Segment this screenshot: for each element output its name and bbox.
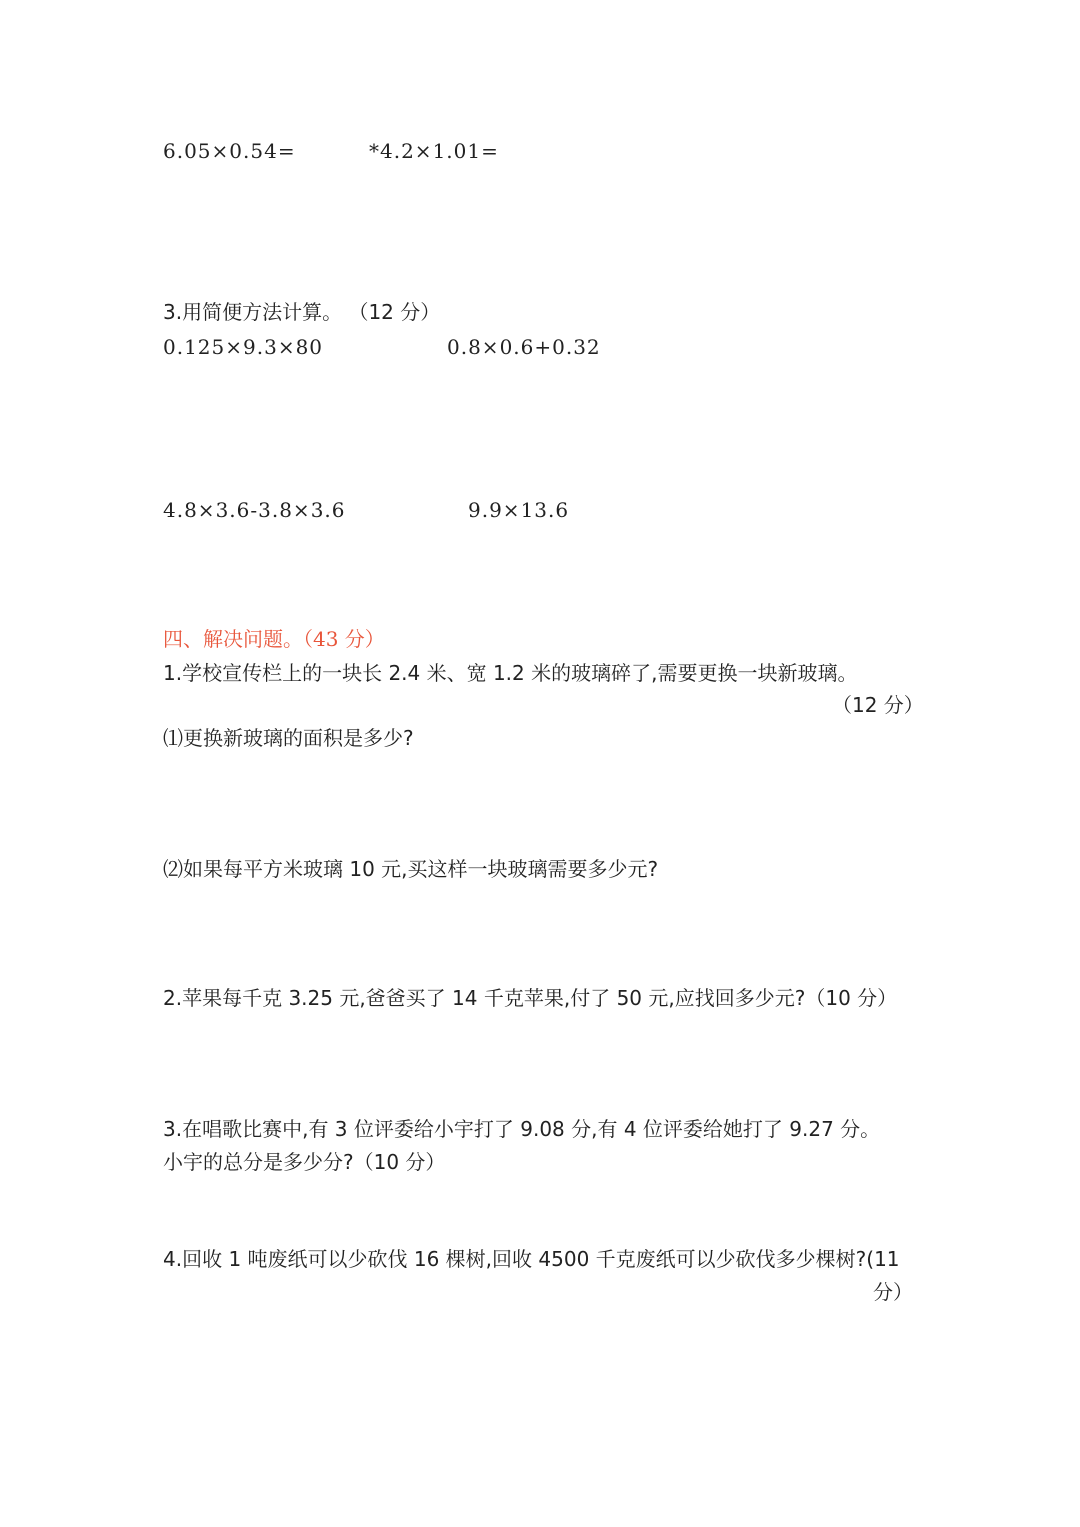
q2-text: 2.苹果每千克 3.25 元,爸爸买了 14 千克苹果,付了 50 元,应找回多少元?（10 分） [163,986,898,1010]
section3-expr-2: 0.8×0.6+0.32 [447,335,601,359]
q4-line2: 分） [873,1280,913,1304]
section3-expr-3: 4.8×3.6-3.8×3.6 [163,498,346,522]
q3-line2: 小宇的总分是多少分?（10 分） [163,1150,446,1174]
q1-text: 1.学校宣传栏上的一块长 2.4 米、宽 1.2 米的玻璃碎了,需要更换一块新玻璃。 [163,661,858,685]
q1-sub2: ⑵如果每平方米玻璃 10 元,买这样一块玻璃需要多少元? [163,857,659,881]
q1-score: （12 分） [832,693,924,717]
q4-line1: 4.回收 1 吨废纸可以少砍伐 16 棵树,回收 4500 千克废纸可以少砍伐多少棵树?(11 [163,1247,900,1271]
section3-expr-4: 9.9×13.6 [468,498,570,522]
calc-top-right: *4.2×1.01= [369,139,499,163]
section3-expr-1: 0.125×9.3×80 [163,335,324,359]
q3-line1: 3.在唱歌比赛中,有 3 位评委给小宇打了 9.08 分,有 4 位评委给她打了 9.27 分。 [163,1117,881,1141]
q1-sub1: ⑴更换新玻璃的面积是多少? [163,726,414,750]
section3-title: 3.用简便方法计算。 （12 分） [163,300,441,324]
section4-heading: 四、解决问题。（43 分） [163,627,385,651]
calc-top-left: 6.05×0.54= [163,139,296,163]
